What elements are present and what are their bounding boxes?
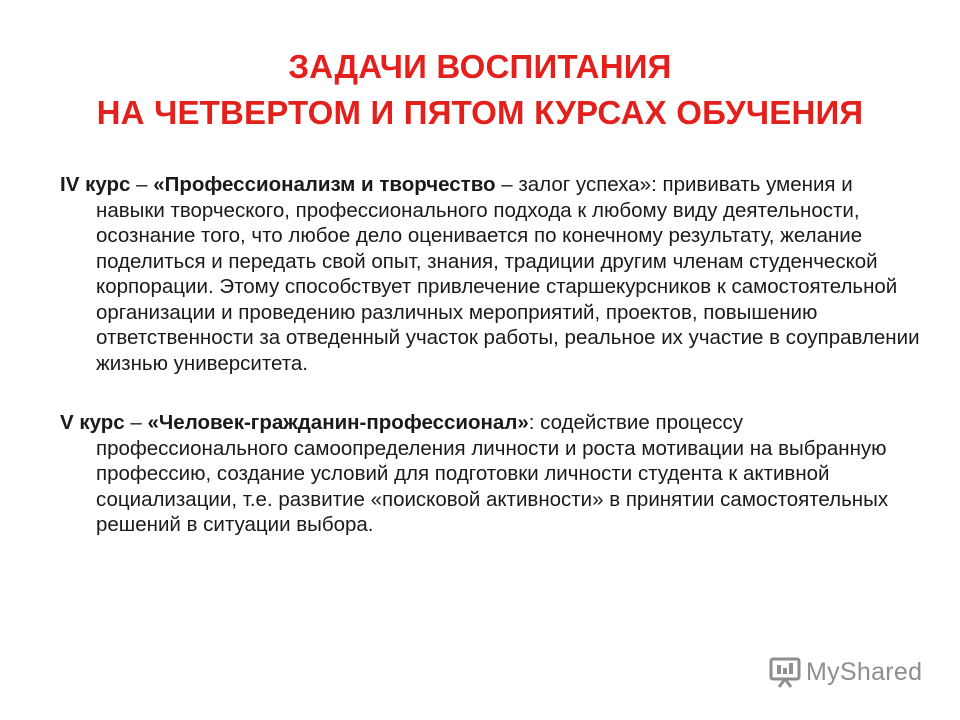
section-lead: V курс <box>60 411 125 434</box>
title-line-2: НА ЧЕТВЕРТОМ И ПЯТОМ КУРСАХ ОБУЧЕНИЯ <box>96 94 864 131</box>
title-line-1: ЗАДАЧИ ВОСПИТАНИЯ <box>288 48 672 85</box>
section-course-5 <box>60 410 920 538</box>
section-lead: IV курс <box>60 173 131 196</box>
section-text: – залог успеха»: прививать умения и навыки творческого, профессионального подхода к любому виду деятельности, осознание того, что любое дело оценивается по конечному результату, желание поделиться и передать свой опыт, знания, традиции другим членам студенческой корпорации. Этому способствует привлечение старшекурсников к самостоятельной организации и проведению различных мероприятий, проектов, повышению ответственности за отведенный участок работы, реальное их участие в соуправлении жизнью университета. <box>96 173 920 375</box>
section-dash: – <box>130 173 154 196</box>
section-theme: «Профессионализм и творчество <box>153 173 496 196</box>
watermark-text: MyShared <box>806 657 923 686</box>
section-course-4 <box>60 172 920 376</box>
slide-title <box>0 44 960 136</box>
section-text: : содействие процессу профессионального самоопределения личности и роста мотивации на выбранную профессию, создание условий для подготовки личности студента к активной социализации, т.е. развитие «поисковой активности» в принятии самостоятельных решений в ситуации выбора. <box>96 411 889 536</box>
slide-body <box>60 172 920 538</box>
presentation-board-icon <box>768 655 802 689</box>
watermark <box>768 652 922 692</box>
section-dash: – <box>124 411 148 434</box>
section-theme: «Человек-гражданин-профессионал» <box>147 411 529 434</box>
